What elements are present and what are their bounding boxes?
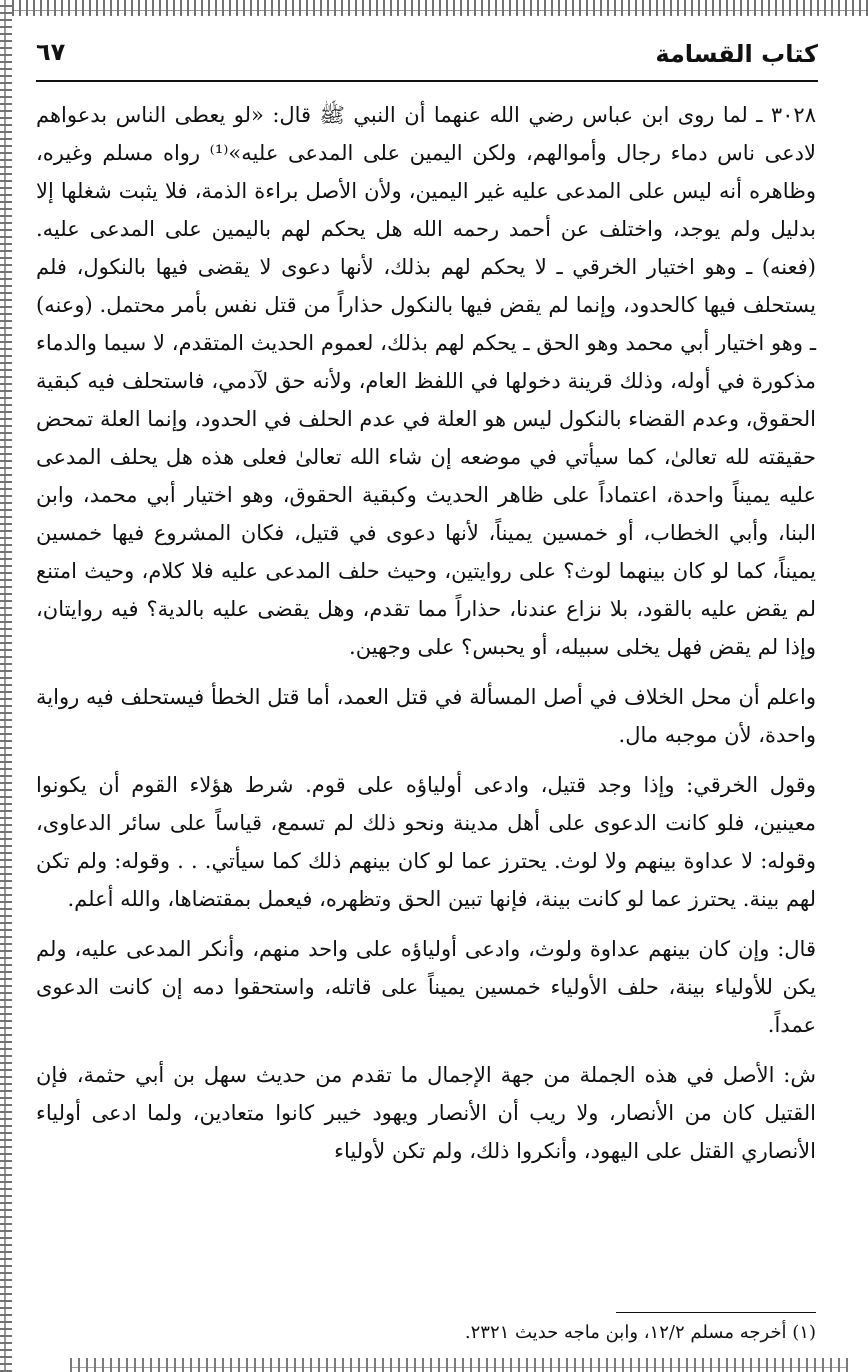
ornament-border-left — [0, 0, 12, 1372]
paragraph-text: ش: الأصل في هذه الجملة من جهة الإجمال ما تقدم من حديث سهل بن أبي حثمة، فإن القتيل كان من الأنصار، ولا ريب أن الأنصار ويهود خيبر كانوا متعادين، ولما ادعى أولياء الأنصاري القتل على اليهود، وأنكروا ذلك، ولم تكن لأولياء — [36, 1063, 816, 1163]
main-text — [36, 96, 816, 1182]
paragraph — [36, 678, 816, 754]
paragraph — [36, 96, 816, 666]
running-title: كتاب القسامة — [655, 40, 818, 68]
paragraph-text: قال: وإن كان بينهم عداوة ولوث، وادعى أولياؤه على واحد منهم، وأنكر المدعى عليه، ولم يكن للأولياء بينة، حلف الأولياء خمسين يميناً على قاتله، واستحقوا دمه إن كانت الدعوى عمداً. — [36, 937, 816, 1037]
paragraph — [36, 1056, 816, 1170]
page-header — [36, 34, 818, 82]
paragraph-text: وقول الخرقي: وإذا وجد قتيل، وادعى أولياؤه على قوم. شرط هؤلاء القوم أن يكونوا معينين، فلو كانت الدعوى على أهل مدينة ونحو ذلك لم تسمع، قياساً على سائر الدعاوى، وقوله: لا عداوة بينهم ولا لوث. يحترز عما لو كان بينهم ذلك كما سيأتي. . . وقوله: ولم تكن لهم بينة. يحترز عما لو كانت بينة، فإنها تبين الحق وتظهره، فيعمل بمقتضاها، والله أعلم. — [36, 773, 816, 911]
paragraph-text: واعلم أن محل الخلاف في أصل المسألة في قتل العمد، أما قتل الخطأ فيستحلف فيه رواية واحدة، لأن موجبه مال. — [36, 685, 816, 747]
footnote-separator — [616, 1312, 816, 1313]
page-number: ٦٧ — [36, 38, 66, 66]
ornament-border-bottom — [70, 1358, 848, 1372]
paragraph — [36, 930, 816, 1044]
paragraph-text: ٣٠٢٨ ـ لما روى ابن عباس رضي الله عنهما أن النبي ﷺ قال: «لو يعطى الناس بدعواهم لادعى ناس دماء رجال وأموالهم، ولكن اليمين على المدعى عليه»⁽¹⁾ رواه مسلم وغيره، وظاهره أنه ليس على المدعى عليه غير اليمين، ولأن الأصل براءة الذمة، فلا يثبت شغلها إلا بدليل ولم يوجد، واختلف عن أحمد رحمه الله هل يحكم لهم باليمين على المدعى عليه. (فعنه) ـ وهو اختيار الخرقي ـ لا يحكم لهم بذلك، لأنها دعوى لا يقضى فيها بالنكول، فلم يستحلف فيها كالحدود، وإنما لم يقض فيها بالنكول حذاراً من قتل نفس بأمر محتمل. (وعنه) ـ وهو اختيار أبي محمد وهو الحق ـ يحكم لهم بذلك، لعموم الحديث المتقدم، لا سيما والدماء مذكورة في أوله، وذلك قرينة دخولها في اللفظ العام، ولأنه حق لآدمي، فاستحلف فيه كبقية الحقوق، وعدم القضاء بالنكول ليس هو العلة في عدم الحلف في الحدود، وإنما العلة تمحض حقيقته لله تعالىٰ، كما سيأتي في موضعه إن شاء الله تعالىٰ فعلى هذه هل يحلف المدعى عليه يميناً واحدة، اعتماداً على ظاهر الحديث وكبقية الحقوق، وهو اختيار أبي محمد، وابن البنا، وأبي الخطاب، أو خمسين يميناً، لأنها دعوى في قتيل، فكان المشروع فيها خمسين يميناً، كما لو كان بينهما لوث؟ على روايتين، وحيث حلف المدعى عليه فلا كلام، وحيث امتنع لم يقض عليه بالقود، بلا نزاع عندنا، حذاراً مما تقدم، وهل يقضى عليه بالدية؟ فيه روايتان، وإذا لم يقض فهل يخلى سبيله، أو يحبس؟ على وجهين. — [36, 103, 816, 659]
ornament-border-top — [12, 0, 868, 16]
footnote: (١) أخرجه مسلم ١٢/٢، وابن ماجه حديث ٢٣٢١. — [464, 1322, 816, 1343]
paragraph — [36, 766, 816, 918]
